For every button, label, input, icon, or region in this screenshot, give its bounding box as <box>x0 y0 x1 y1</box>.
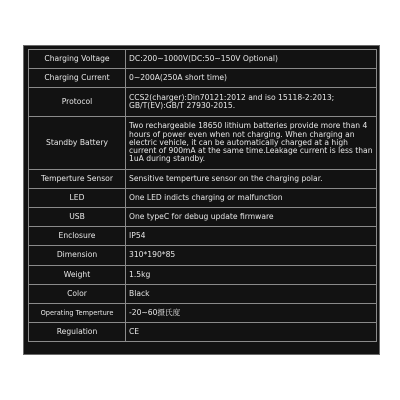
spec-value: CCS2(charger):Din70121:2012 and iso 15118-2:2013; GB/T(EV):GB/T 27930-2015. <box>126 88 377 117</box>
spec-label: Charging Voltage <box>29 50 126 69</box>
spec-label: Standby Battery <box>29 117 126 170</box>
table-row <box>29 227 377 246</box>
spec-value: 310*190*85 <box>126 246 377 266</box>
spec-label: Operating Temperture <box>29 304 126 323</box>
spec-label: Weight <box>29 266 126 285</box>
specifications-table <box>28 49 377 342</box>
table-row <box>29 266 377 285</box>
spec-sheet-panel <box>23 45 380 355</box>
table-row <box>29 189 377 208</box>
spec-value: -20~60摄氏度 <box>126 304 377 323</box>
spec-label: LED <box>29 189 126 208</box>
table-row <box>29 69 377 88</box>
table-row <box>29 170 377 189</box>
table-row <box>29 50 377 69</box>
spec-label: Temperture Sensor <box>29 170 126 189</box>
table-row <box>29 117 377 170</box>
spec-value: CE <box>126 323 377 342</box>
table-row <box>29 208 377 227</box>
table-row <box>29 304 377 323</box>
table-row <box>29 323 377 342</box>
spec-label: Color <box>29 285 126 304</box>
spec-label: Dimension <box>29 246 126 266</box>
table-row <box>29 88 377 117</box>
spec-value: DC:200~1000V(DC:50~150V Optional) <box>126 50 377 69</box>
spec-label: Regulation <box>29 323 126 342</box>
spec-value: Two rechargeable 18650 lithium batteries provide more than 4 hours of power even when not charging. When charging an electric vehicle, it can be automatically charged at a high current of 900mA at the same time.Leakage current is less than 1uA during standby. <box>126 117 377 170</box>
spec-value: 1.5kg <box>126 266 377 285</box>
spec-value: Black <box>126 285 377 304</box>
table-row <box>29 285 377 304</box>
spec-label: Charging Current <box>29 69 126 88</box>
spec-value: One LED indicts charging or malfunction <box>126 189 377 208</box>
spec-label: USB <box>29 208 126 227</box>
spec-label: Protocol <box>29 88 126 117</box>
spec-value: One typeC for debug update firmware <box>126 208 377 227</box>
spec-value: Sensitive temperture sensor on the charging polar. <box>126 170 377 189</box>
spec-value: IP54 <box>126 227 377 246</box>
spec-label: Enclosure <box>29 227 126 246</box>
table-row <box>29 246 377 266</box>
spec-value: 0~200A(250A short time) <box>126 69 377 88</box>
